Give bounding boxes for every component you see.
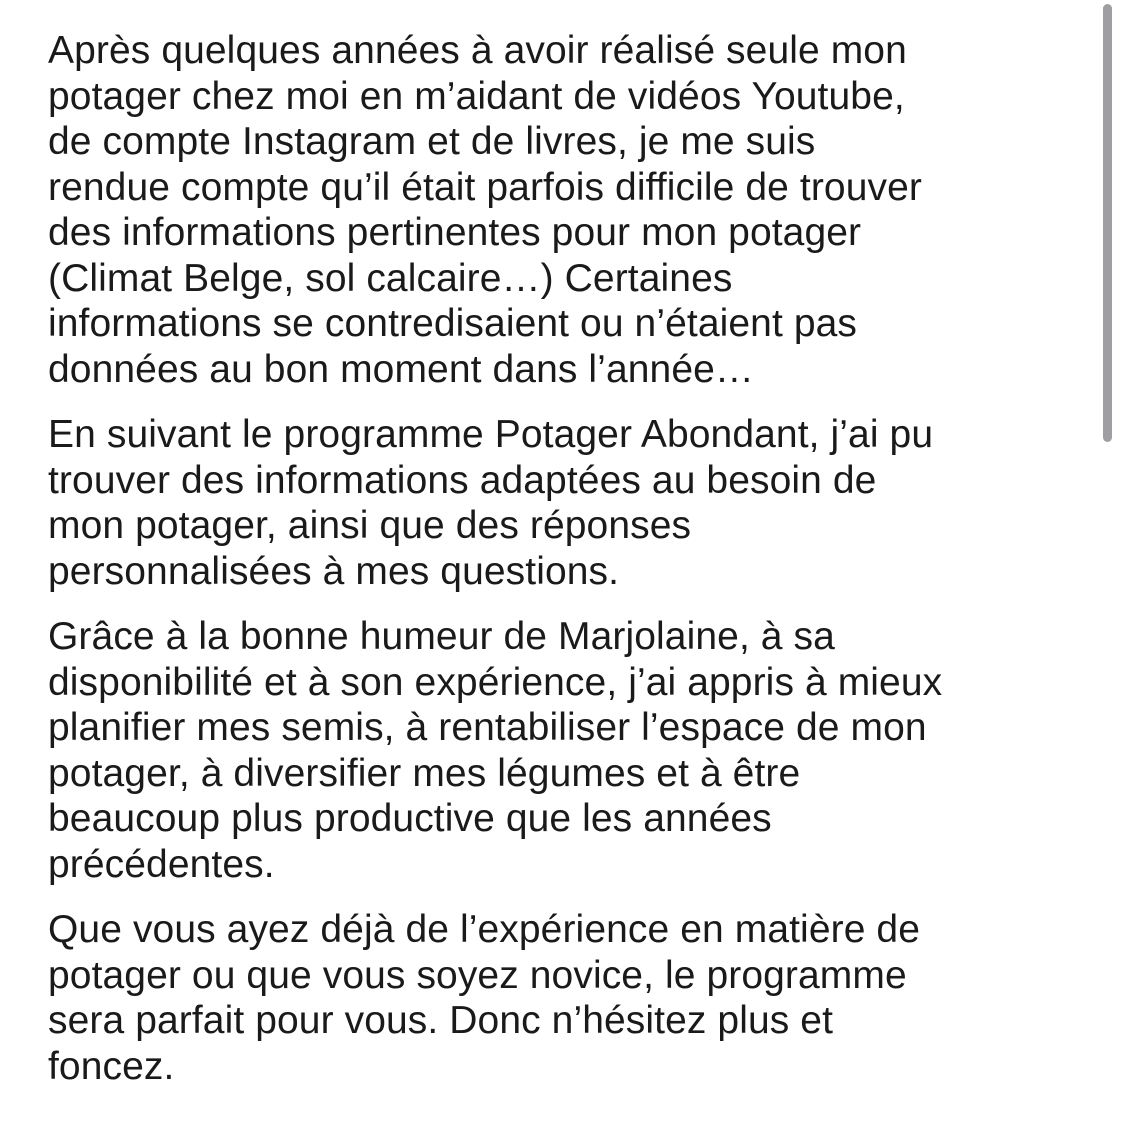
testimonial-text (48, 28, 1098, 1109)
text-line: Que vous ayez déjà de l’expérience en matière de (48, 908, 920, 951)
text-line: rendue compte qu’il était parfois difficile de trouver (48, 165, 922, 209)
text-line: disponibilité et à son expérience, j’ai appris à mieux (48, 660, 943, 704)
paragraph-4 (48, 907, 1098, 1089)
text-line: beaucoup plus productive que les années (48, 797, 772, 840)
text-line: potager, à diversifier mes légumes et à être (48, 751, 801, 795)
text-line: potager ou que vous soyez novice, le programme (48, 953, 907, 997)
text-line: foncez. (48, 1044, 175, 1088)
text-line: de compte Instagram et de livres, je me suis (48, 120, 816, 163)
text-line: informations se contredisaient ou n’étaient pas (48, 302, 858, 345)
text-line: potager chez moi en m’aidant de vidéos Youtube, (48, 74, 905, 118)
text-line: Après quelques années à avoir réalisé seule mon (48, 29, 907, 72)
scrollbar[interactable] (1103, 4, 1112, 442)
text-line: mon potager, ainsi que des réponses (48, 504, 692, 547)
text-line: (Climat Belge, sol calcaire…) Certaines (48, 256, 733, 300)
text-line: personnalisées à mes questions. (48, 549, 620, 593)
text-line: planifier mes semis, à rentabiliser l’espace de mon (48, 706, 927, 749)
paragraph-1 (48, 28, 1098, 392)
text-line: Grâce à la bonne humeur de Marjolaine, à sa (48, 615, 835, 658)
text-line: précédentes. (48, 842, 275, 886)
paragraph-2 (48, 412, 1098, 594)
paragraph-3 (48, 614, 1098, 887)
text-line: En suivant le programme Potager Abondant, j’ai pu (48, 413, 934, 456)
text-line: sera parfait pour vous. Donc n’hésitez plus et (48, 999, 834, 1042)
text-line: trouver des informations adaptées au besoin de (48, 458, 877, 502)
text-line: des informations pertinentes pour mon potager (48, 211, 862, 254)
text-line: données au bon moment dans l’année… (48, 347, 754, 391)
